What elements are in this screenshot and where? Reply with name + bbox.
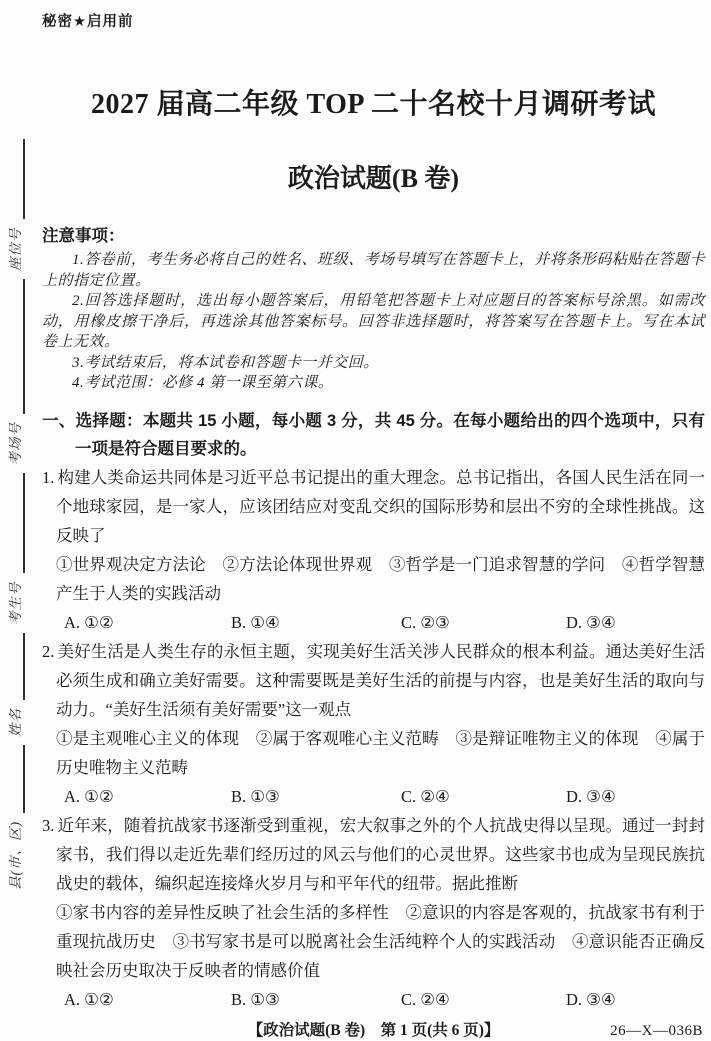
option-c: C. ②④ xyxy=(401,989,450,1009)
field-label-county: 县(市、区) xyxy=(8,821,23,890)
field-label-name: 姓名 xyxy=(8,708,23,737)
question-stem xyxy=(42,637,705,724)
notice-heading: 注意事项： xyxy=(42,227,125,245)
question-list xyxy=(42,463,705,1014)
fill-in-line xyxy=(11,279,25,414)
option-a: A. ①② xyxy=(64,786,114,806)
option-c: C. ②③ xyxy=(401,612,450,632)
notice-item-4: 4.考试范围：必修 4 第一课至第六课。 xyxy=(72,375,334,391)
field-label-room-no: 考场号 xyxy=(8,422,23,466)
question-stem xyxy=(42,463,705,550)
notice-item-3: 3.考试结束后，将本试卷和答题卡一并交回。 xyxy=(72,354,379,371)
answer-options-row xyxy=(42,782,705,811)
option-a: A. ①② xyxy=(64,989,114,1009)
option-b: B. ①③ xyxy=(231,786,280,806)
fill-in-line xyxy=(11,745,25,813)
notice-item-1: 1.答卷前，考生务必将自己的姓名、班级、考场号填写在答题卡上，并将条形码粘贴在答题卡上的指定位置。 xyxy=(42,252,705,289)
answer-options-row xyxy=(42,608,705,637)
question-2 xyxy=(42,637,705,811)
question-stem-text: 构建人类命运共同体是习近平总书记提出的重大理念。总书记指出，各国人民生活在同一个地球家园，是一家人，应该团结应对变乱交织的国际形势和层出不穷的全球性挑战。这反映了 xyxy=(56,467,705,545)
notice-item-2: 2.回答选择题时，选出每小题答案后，用铅笔把答题卡上对应题目的答案标号涂黑。如需改动，用橡皮擦干净后，再选涂其他答案标号。回答非选择题时，将答案写在答题卡上。写在本试卷上无效。 xyxy=(42,293,705,350)
question-number: 2. xyxy=(42,641,55,661)
field-label-seat-no: 座位号 xyxy=(8,227,23,271)
question-numbered-statements: ①是主观唯心主义的体现 ②属于客观唯心主义范畴 ③是辩证唯物主义的体现 ④属于历史唯物主义范畴 xyxy=(56,728,705,777)
question-stem-text: 美好生活是人类生存的永恒主题，实现美好生活关涉人民群众的根本利益。通达美好生活必须生成和确立美好需要。这种需要既是美好生活的前提与内容，也是美好生活的取向与动力。“美好生活须有美好需要”这一观点 xyxy=(56,641,705,719)
option-d: D. ③④ xyxy=(566,786,616,806)
footer-paper-code: 26—X—036B xyxy=(610,1022,703,1039)
seal-margin-strip xyxy=(1,28,25,890)
question-stem-text: 近年来，随着抗战家书逐渐受到重视，宏大叙事之外的个人抗战史得以呈现。通过一封封家书，我们得以走近先辈们经历过的风云与他们的心灵世界。这些家书也成为呈现民族抗战史的载体，编织起连接烽火岁月与和平年代的纽带。据此推断 xyxy=(56,815,705,893)
option-b: B. ①④ xyxy=(231,612,280,632)
question-3 xyxy=(42,811,705,1014)
option-c: C. ②④ xyxy=(401,786,450,806)
page-footer xyxy=(42,1021,705,1040)
page-content xyxy=(42,0,705,1040)
option-d: D. ③④ xyxy=(566,612,616,632)
security-classification-label: 秘密★启用前 xyxy=(42,14,134,30)
exam-subtitle: 政治试题(B 卷) xyxy=(287,164,460,193)
fill-in-line xyxy=(11,140,25,220)
question-number: 3. xyxy=(42,815,55,835)
answer-options-row xyxy=(42,985,705,1014)
section-heading: 一、选择题：本题共 15 小题，每小题 3 分，共 45 分。在每小题给出的四个选项中，只有一项是符合题目要求的。 xyxy=(42,411,705,458)
field-label-candidate-no: 考生号 xyxy=(8,581,23,625)
option-a: A. ①② xyxy=(64,612,114,632)
question-numbered-statements: ①世界观决定方法论 ②方法论体现世界观 ③哲学是一门追求智慧的学问 ④哲学智慧产生于人类的实践活动 xyxy=(56,554,705,603)
question-numbered-statements: ①家书内容的差异性反映了社会生活的多样性 ②意识的内容是客观的，抗战家书有利于重现抗战历史 ③书写家书是可以脱离社会生活纯粹个人的实践活动 ④意识能否正确反映社会历史取决于反映者的情感价值 xyxy=(56,902,705,980)
fill-in-line xyxy=(11,633,25,700)
exam-title: 2027 届高二年级 TOP 二十名校十月调研考试 xyxy=(90,89,656,120)
option-d: D. ③④ xyxy=(566,989,616,1009)
question-number: 1. xyxy=(42,467,55,487)
question-1 xyxy=(42,463,705,637)
fill-in-line xyxy=(11,474,25,574)
notice-list xyxy=(42,250,705,394)
footer-paper-name-and-page: 【政治试题(B 卷) 第 1 页(共 6 页)】 xyxy=(247,1021,500,1039)
question-stem xyxy=(42,811,705,898)
option-b: B. ①③ xyxy=(231,989,280,1009)
